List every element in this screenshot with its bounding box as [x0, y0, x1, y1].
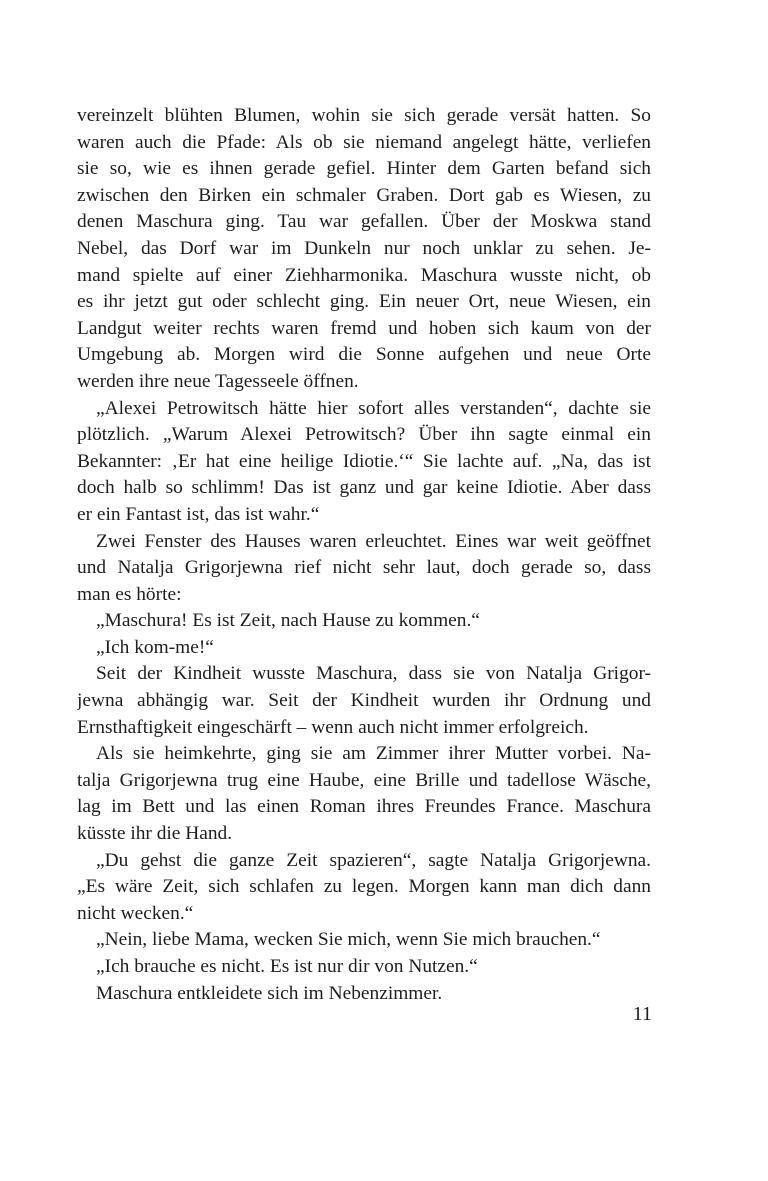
text-line: er ein Fantast ist, das ist wahr.“: [77, 503, 320, 525]
text-line: man es hörte:: [77, 583, 182, 605]
text-line: Seit der Kindheit wusste Maschura, dass sie von Natalja Grigor-: [96, 663, 651, 685]
text-line: „Maschura! Es ist Zeit, nach Hause zu kommen.“: [96, 610, 480, 632]
text-line: Nebel, das Dorf war im Dunkeln nur noch unklar zu sehen. Je-: [77, 237, 651, 259]
text-line: talja Grigorjewna trug eine Haube, eine Brille und tadellose Wäsche,: [77, 769, 651, 791]
text-line: Zwei Fenster des Hauses waren erleuchtet. Eines war weit geöffnet: [96, 530, 651, 552]
text-line: Maschura entkleidete sich im Nebenzimmer.: [96, 982, 443, 1004]
text-line: nicht wecken.“: [77, 902, 194, 924]
text-line: „Nein, liebe Mama, wecken Sie mich, wenn Sie mich brauchen.“: [96, 929, 601, 951]
text-line: „Alexei Petrowitsch hätte hier sofort alles verstanden“, dachte sie: [96, 397, 651, 419]
text-line: jewna abhängig war. Seit der Kindheit wurden ihr Ordnung und: [77, 690, 651, 712]
text-line: „Du gehst die ganze Zeit spazieren“, sagte Natalja Grigorjewna.: [96, 849, 651, 871]
text-line: Als sie heimkehrte, ging sie am Zimmer ihrer Mutter vorbei. Na-: [96, 743, 651, 765]
page-number: 11: [632, 1003, 652, 1025]
text-line: vereinzelt blühten Blumen, wohin sie sich gerade versät hatten. So: [77, 105, 651, 126]
text-line: „Ich kom-me!“: [96, 636, 214, 658]
text-line: lag im Bett und las einen Roman ihres Freundes France. Maschura: [77, 796, 651, 818]
text-line: es ihr jetzt gut oder schlecht ging. Ein neuer Ort, neue Wiesen, ein: [77, 291, 651, 313]
text-line: küsste ihr die Hand.: [77, 823, 233, 845]
text-line: und Natalja Grigorjewna rief nicht sehr laut, doch gerade so, dass: [77, 557, 651, 579]
text-line: denen Maschura ging. Tau war gefallen. Über der Moskwa stand: [77, 211, 651, 233]
text-line: „Ich brauche es nicht. Es ist nur dir von Nutzen.“: [96, 956, 478, 977]
text-line: plötzlich. „Warum Alexei Petrowitsch? Über ihn sagte einmal ein: [77, 424, 651, 446]
text-line: mand spielte auf einer Ziehharmonika. Maschura wusste nicht, ob: [77, 264, 651, 286]
text-line: „Es wäre Zeit, sich schlafen zu legen. Morgen kann man dich dann: [77, 876, 651, 898]
text-line: sie so, wie es ihnen gerade gefiel. Hinter dem Garten befand sich: [77, 158, 651, 180]
body-text: [77, 103, 651, 1007]
text-line: waren auch die Pfade: Als ob sie niemand angelegt hätte, verliefen: [77, 131, 651, 153]
text-line: werden ihre neue Tagesseele öffnen.: [77, 370, 359, 392]
text-line: Ernsthaftigkeit eingeschärft – wenn auch nicht immer erfolgreich.: [77, 716, 589, 738]
text-line: Landgut weiter rechts waren fremd und hoben sich kaum von der: [77, 317, 651, 339]
text-line: doch halb so schlimm! Das ist ganz und gar keine Idiotie. Aber dass: [77, 477, 651, 499]
text-line: Bekannter: ‚Er hat eine heilige Idiotie.‘“ Sie lachte auf. „Na, das ist: [77, 450, 651, 472]
text-line: Umgebung ab. Morgen wird die Sonne aufgehen und neue Orte: [77, 344, 651, 366]
text-line: zwischen den Birken ein schmaler Graben. Dort gab es Wiesen, zu: [77, 184, 651, 206]
